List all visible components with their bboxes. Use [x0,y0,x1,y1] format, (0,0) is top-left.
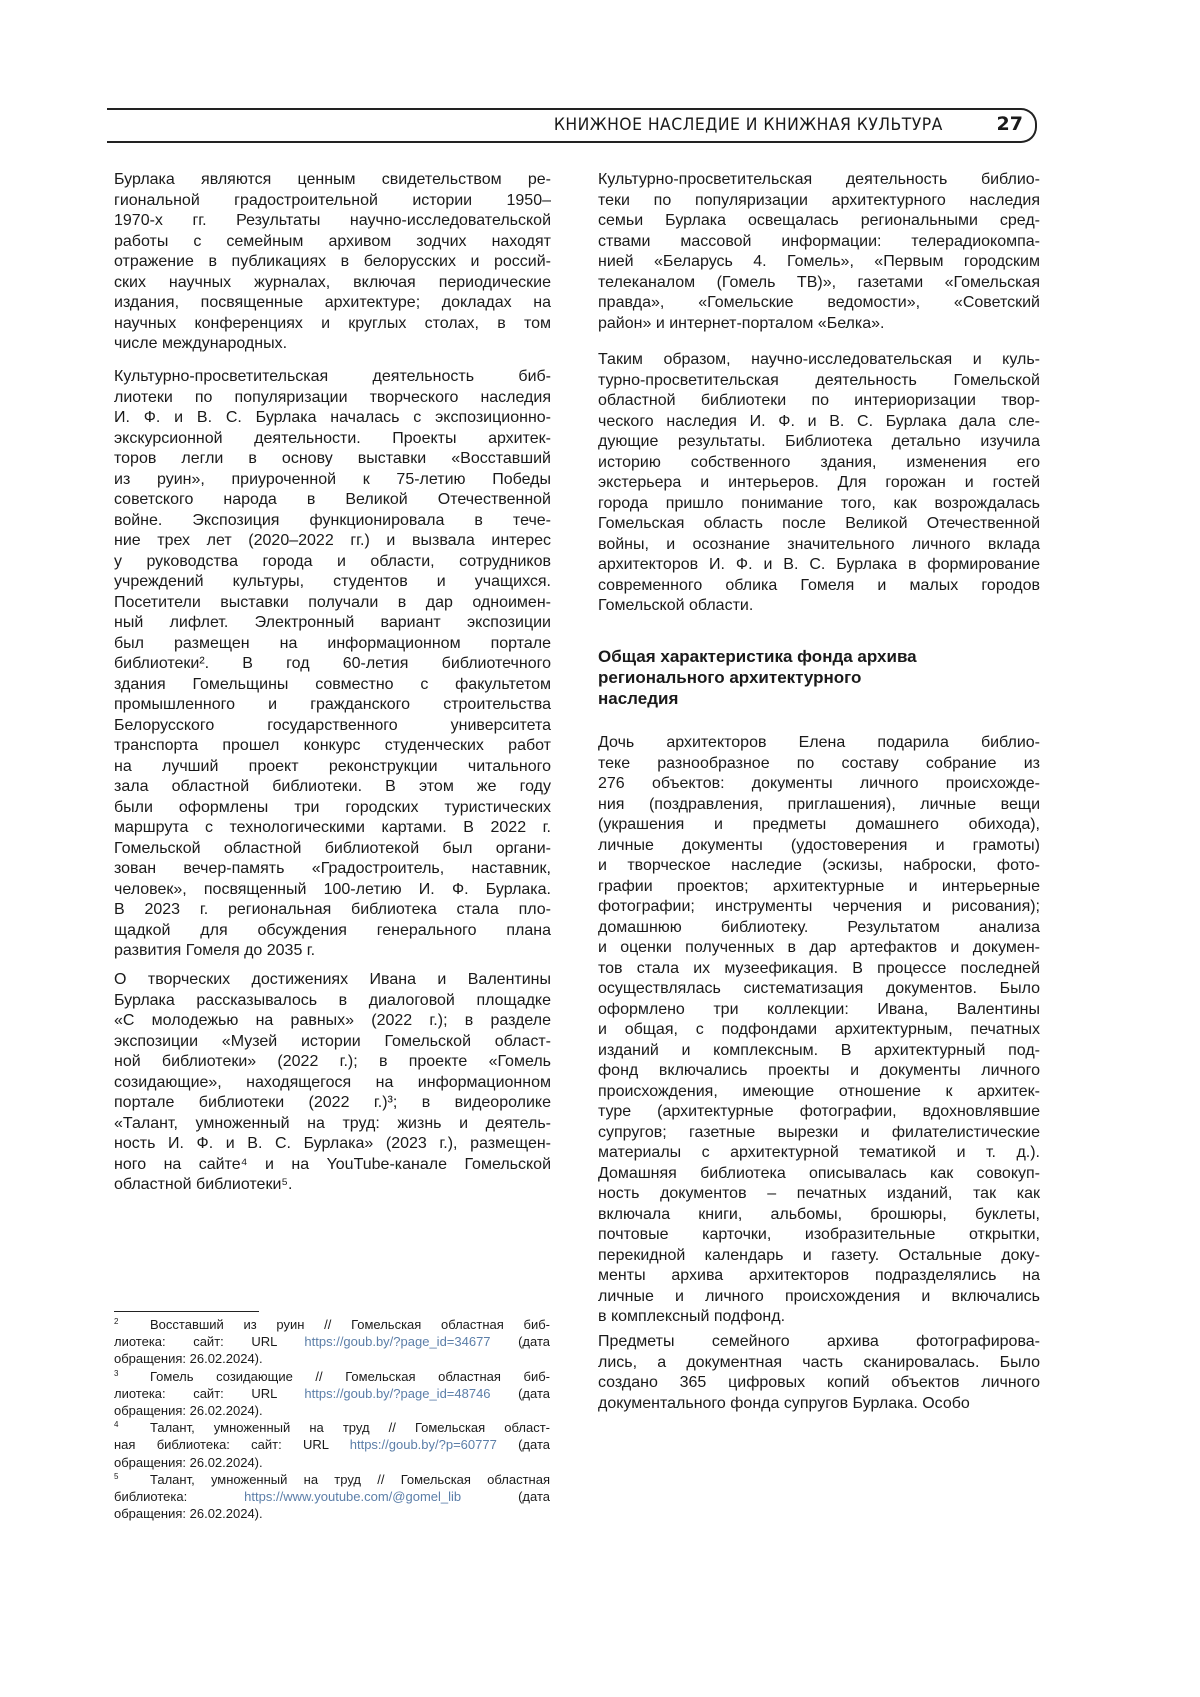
text-line: областной библиотеки⁵. [114,1175,551,1196]
text-line: Гомельская область после Великой Отечественной [598,514,1040,535]
text-line: здания Гомельщины совместно с факультетом [114,675,551,696]
text-line: дующие результаты. Библиотека детально изучила [598,432,1040,453]
text-line: ный лифлет. Электронный вариант экспозиции [114,613,551,634]
text-line: «С молодежью на равных» (2022 г.); в разделе [114,1011,551,1032]
text-line: работы с семейным архивом зодчих находят [114,232,551,253]
text-line: ческого наследия И. Ф. и В. С. Бурлака дала сле- [598,412,1040,433]
running-header [107,108,1037,143]
heading-line: наследия [598,688,1040,709]
footnote-link[interactable]: https://goub.by/?page_id=34677 [304,1334,490,1349]
footnote-text: лиотека: сайт: URL [114,1386,304,1401]
text-line: ствами массовой информации: телерадиокомпа- [598,232,1040,253]
footnote-source: Восставший из руин // Гомельская областная биб- [150,1317,550,1332]
footnote-separator [114,1311,259,1312]
footnote-text: ная библиотека: сайт: URL [114,1437,350,1452]
text-line: почтовые карточки, изобразительные открытки, [598,1225,1040,1246]
text-line: войне. Экспозиция функционировала в тече- [114,511,551,532]
footnote-date: обращения: 26.02.2024). [114,1351,263,1366]
text-line: супругов; газетные вырезки и филателистические [598,1123,1040,1144]
footnote-number: 2 [114,1316,150,1328]
footnote [114,1419,550,1471]
footnote-date: обращения: 26.02.2024). [114,1403,263,1418]
text-line: 276 объектов: документы личного происхожде- [598,774,1040,795]
text-line: из руин», приуроченной к 75-летию Победы [114,470,551,491]
text-line: в комплексный подфонд. [598,1307,1040,1328]
text-line: Домашняя библиотека описывалась как совокуп- [598,1164,1040,1185]
footnote-text: (дата [491,1386,550,1401]
text-line: ских научных журналах, включая периодические [114,273,551,294]
text-line: и творческое наследие (эскизы, наброски, фото- [598,856,1040,877]
text-line: тов стала их музеефикация. В процессе последней [598,959,1040,980]
text-line: личные и личного происхождения и включались [598,1287,1040,1308]
text-line: ного на сайте⁴ и на YouTube-канале Гомельской [114,1155,551,1176]
text-line: ность И. Ф. и В. С. Бурлака» (2023 г.), размещен- [114,1134,551,1155]
text-line: экскурсионной деятельности. Проекты архитек- [114,429,551,450]
text-line: Белорусского государственного университета [114,716,551,737]
text-line: домашнюю библиотеку. Результатом анализа [598,918,1040,939]
text-line: ния (поздравления, приглашения), личные вещи [598,795,1040,816]
text-line: (украшения и предметы домашнего обихода), [598,815,1040,836]
text-line: 1970-х гг. Результаты научно-исследовательской [114,211,551,232]
footnote-number: 3 [114,1368,150,1380]
text-line: документального фонда супругов Бурлака. Особо [598,1394,1040,1415]
text-line: гиональной градостроительной истории 1950– [114,191,551,212]
text-line: Бурлака рассказывалось в диалоговой площадке [114,991,551,1012]
text-line: ние трех лет (2020–2022 гг.) и вызвала интерес [114,531,551,552]
text-line: историю собственного здания, изменения его [598,453,1040,474]
footnote-date: обращения: 26.02.2024). [114,1455,263,1470]
text-line: был размещен на информационном портале [114,634,551,655]
text-line: личные документы (удостоверения и грамоты) [598,836,1040,857]
text-line: В 2023 г. региональная библиотека стала пло- [114,900,551,921]
footnote-text: (дата [491,1334,550,1349]
text-line: областной библиотеки по интериоризации твор- [598,391,1040,412]
text-line: Гомельской области. [598,596,1040,617]
text-line: лиотеки по популяризации творческого наследия [114,388,551,409]
text-line: торов легли в основу выставки «Восставший [114,449,551,470]
text-line: зала областной библиотеки. В этом же году [114,777,551,798]
text-line: фонд включались проекты и документы личного [598,1061,1040,1082]
text-line: телеканалом (Гомель ТВ)», газетами «Гомельская [598,273,1040,294]
text-line: оформлено три коллекции: Ивана, Валентины [598,1000,1040,1021]
text-line: зован вечер-память «Градостроитель, наставник, [114,859,551,880]
text-line: архитекторов И. Ф. и В. С. Бурлака в формирование [598,555,1040,576]
text-line: И. Ф. и В. С. Бурлака началась с экспозиционно- [114,408,551,429]
page-number: 27 [997,113,1023,135]
text-line: турно-просветительская деятельность Гомельской [598,371,1040,392]
text-line: библиотеки². В год 60-летия библиотечного [114,654,551,675]
text-line: Дочь архитекторов Елена подарила библио- [598,733,1040,754]
text-line: созидающие», находящегося на информационном [114,1073,551,1094]
text-line: промышленного и гражданского строительства [114,695,551,716]
text-line: Таким образом, научно-исследовательская и куль- [598,350,1040,371]
footnote [114,1368,550,1420]
text-line: происхождения, имеющие отношение к архитек- [598,1082,1040,1103]
text-line: щадкой для обсуждения генерального плана [114,921,551,942]
text-line: О творческих достижениях Ивана и Валентины [114,970,551,991]
paragraph [114,170,551,355]
text-line: нией «Беларусь 4. Гомель», «Первым городским [598,252,1040,273]
text-line: научных конференциях и круглых столах, в том [114,314,551,335]
text-line: менты архива архитекторов подразделялись на [598,1266,1040,1287]
text-line: теки по популяризации архитектурного наследия [598,191,1040,212]
text-line: Культурно-просветительская деятельность биб- [114,367,551,388]
paragraph [114,970,551,1196]
footnote-text: (дата [461,1489,550,1504]
footnote-link[interactable]: https://www.youtube.com/@gomel_lib [244,1489,461,1504]
text-line: туре (архитектурные фотографии, вдохновлявшие [598,1102,1040,1123]
paragraph [598,170,1040,334]
footnote-text: лиотека: сайт: URL [114,1334,304,1349]
footnote-number: 4 [114,1419,150,1431]
text-line: советского народа в Великой Отечественной [114,490,551,511]
footnotes [114,1316,550,1522]
text-line: семьи Бурлака освещалась региональными сред- [598,211,1040,232]
text-line: фотографии; инструменты черчения и рисования); [598,897,1040,918]
text-line: Гомельской областной библиотекой был органи- [114,839,551,860]
text-line: развития Гомеля до 2035 г. [114,941,551,962]
text-line: войны, и осознание значительного личного вклада [598,535,1040,556]
text-line: «Талант, умноженный на труд: жизнь и деятель- [114,1114,551,1135]
text-line: были оформлены три городских туристических [114,798,551,819]
footnote-date: обращения: 26.02.2024). [114,1506,263,1521]
text-line: транспорта прошел конкурс студенческих работ [114,736,551,757]
text-line: и общая, с подфондами архитектурным, печатных [598,1020,1040,1041]
text-line: включала книги, альбомы, брошюры, буклеты, [598,1205,1040,1226]
text-line: ной библиотеки» (2022 г.); в проекте «Гомель [114,1052,551,1073]
paragraph [114,367,551,962]
section-heading [598,646,1040,709]
paragraph [598,733,1040,1328]
footnote-text: библиотека: [114,1489,244,1504]
text-line: теке разнообразное по составу собрание из [598,754,1040,775]
footnote-source: Талант, умноженный на труд // Гомельская областная [150,1472,550,1487]
text-line: города пришло понимание того, как возрождалась [598,494,1040,515]
text-line: отражение в публикациях в белорусских и россий- [114,252,551,273]
text-line: человек», посвященный 100-летию И. Ф. Бурлака. [114,880,551,901]
text-line: маршрута с технологическими картами. В 2022 г. [114,818,551,839]
text-line: Предметы семейного архива фотографирова- [598,1332,1040,1353]
text-line: числе международных. [114,334,551,355]
text-line: у руководства города и области, сотрудников [114,552,551,573]
text-line: осуществлялась систематизация документов. Было [598,979,1040,1000]
text-line: лись, а документная часть сканировалась. Было [598,1353,1040,1374]
text-line: на лучший проект реконструкции читального [114,757,551,778]
text-line: перекидной календарь и газету. Остальные доку- [598,1246,1040,1267]
text-line: экстерьера и интерьеров. Для горожан и гостей [598,473,1040,494]
heading-line: Общая характеристика фонда архива [598,646,1040,667]
text-line: правда», «Гомельские ведомости», «Советский [598,293,1040,314]
text-line: материалы с архитектурной тематикой и т. д.). [598,1143,1040,1164]
text-line: экспозиции «Музей истории Гомельской област- [114,1032,551,1053]
text-line: современного облика Гомеля и малых городов [598,576,1040,597]
footnote [114,1471,550,1523]
footnote-link[interactable]: https://goub.by/?p=60777 [350,1437,497,1452]
footnote-link[interactable]: https://goub.by/?page_id=48746 [304,1386,490,1401]
heading-line: регионального архитектурного [598,667,1040,688]
text-line: и оценки полученных в дар артефактов и докумен- [598,938,1040,959]
text-line: учреждений культуры, студентов и учащихся. [114,572,551,593]
text-line: портале библиотеки (2022 г.)³; в видеоролике [114,1093,551,1114]
text-line: ность документов – печатных изданий, так как [598,1184,1040,1205]
paragraph [598,1332,1040,1414]
text-line: район» и интернет-порталом «Белка». [598,314,1040,335]
section-title: КНИЖНОЕ НАСЛЕДИЕ И КНИЖНАЯ КУЛЬТУРА [554,115,943,135]
footnote-number: 5 [114,1471,150,1483]
text-line: Посетители выставки получали в дар одноимен- [114,593,551,614]
footnote [114,1316,550,1368]
footnote-source: Талант, умноженный на труд // Гомельская област- [150,1420,550,1435]
text-line: издания, посвященные архитектуре; докладах на [114,293,551,314]
text-line: Бурлака являются ценным свидетельством ре- [114,170,551,191]
paragraph [598,350,1040,617]
text-line: изданий и комплексным. В архитектурный под- [598,1041,1040,1062]
footnote-text: (дата [497,1437,550,1452]
text-line: создано 365 цифровых копий объектов личного [598,1373,1040,1394]
text-line: графии проектов; архитектурные и интерьерные [598,877,1040,898]
footnote-source: Гомель созидающие // Гомельская областная биб- [150,1369,550,1384]
text-line: Культурно-просветительская деятельность библио- [598,170,1040,191]
